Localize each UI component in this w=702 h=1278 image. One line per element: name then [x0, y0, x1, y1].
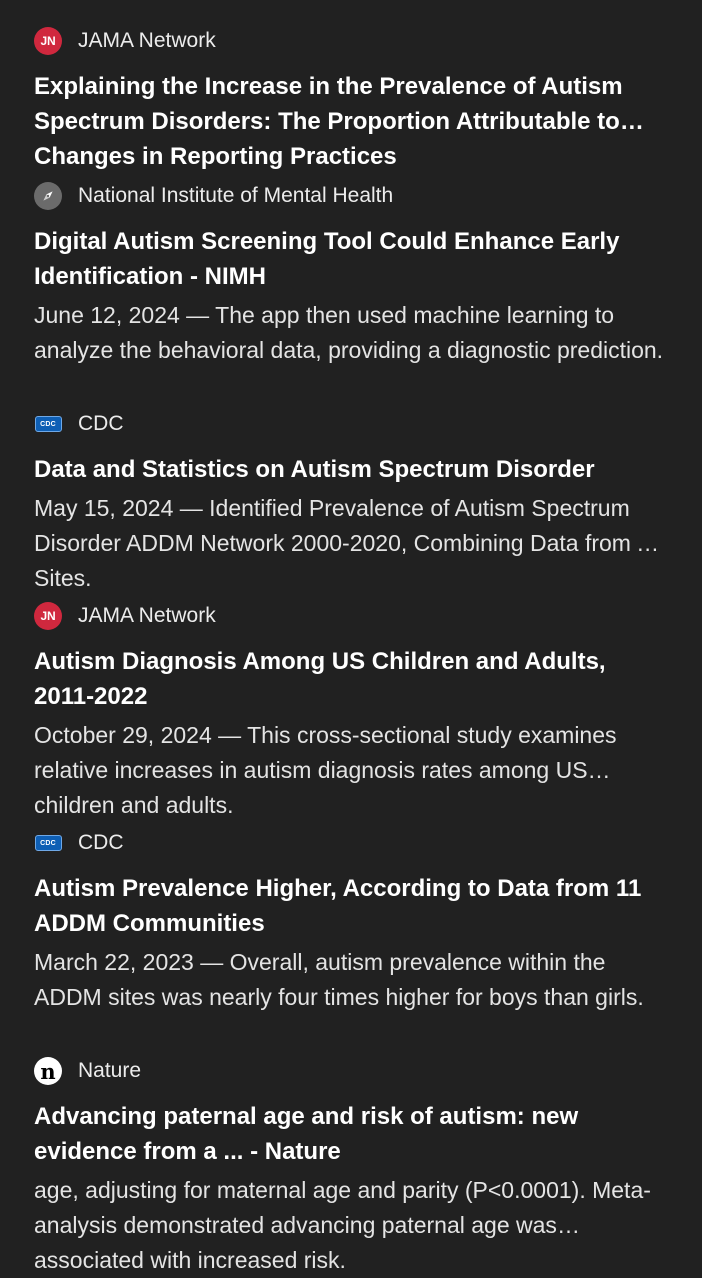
cdc-logo-icon	[34, 410, 62, 438]
cdc-logo-icon	[34, 829, 62, 857]
source-row[interactable]	[34, 181, 670, 211]
result-title-link[interactable]: Autism Prevalence Higher, According to Data from 11 ADDM Communities	[34, 875, 642, 937]
result-snippet: age, adjusting for maternal age and parity (P<0.0001). Meta-analysis demonstrated advancing paternal age was associated with increased risk.	[34, 1177, 651, 1273]
cdc-badge: CDC	[35, 416, 62, 432]
compass-icon	[34, 182, 62, 210]
source-row[interactable]	[34, 409, 670, 439]
search-result[interactable]	[34, 181, 670, 368]
source-row[interactable]	[34, 601, 670, 631]
source-row[interactable]	[34, 1056, 670, 1086]
source-name[interactable]: CDC	[78, 831, 124, 854]
source-name[interactable]: Nature	[78, 1059, 142, 1082]
result-snippet: October 29, 2024 — This cross-sectional study examines relative increases in autism diagnosis rates among US children and adults.	[34, 722, 617, 818]
source-row[interactable]	[34, 828, 670, 858]
result-snippet: May 15, 2024 — Identified Prevalence of Autism Spectrum Disorder ADDM Network 2000-2020, Combining Data from All Sites.	[34, 495, 662, 591]
source-name[interactable]: CDC	[78, 412, 124, 435]
search-result[interactable]	[34, 601, 670, 818]
source-name[interactable]: National Institute of Mental Health	[78, 184, 394, 207]
search-result[interactable]	[34, 26, 670, 170]
result-title-link[interactable]: Autism Diagnosis Among US Children and Adults, 2011-2022	[34, 648, 606, 710]
result-title-link[interactable]: Advancing paternal age and risk of autism: new evidence from a ... - Nature	[34, 1103, 579, 1165]
result-snippet: March 22, 2023 — Overall, autism prevalence within the ADDM sites was nearly four times higher for boys than girls.	[34, 949, 644, 1010]
search-result[interactable]	[34, 1056, 670, 1273]
cdc-badge: CDC	[35, 835, 62, 851]
result-title-link[interactable]: Explaining the Increase in the Prevalence of Autism Spectrum Disorders: The Proportion Attributable to Changes in Reporting Practices	[34, 73, 623, 170]
jama-network-logo-icon: JN	[34, 602, 62, 630]
result-title-link[interactable]: Data and Statistics on Autism Spectrum Disorder	[34, 456, 595, 483]
nature-logo-icon: n	[34, 1057, 62, 1085]
result-snippet: June 12, 2024 — The app then used machine learning to analyze the behavioral data, providing a diagnostic prediction.	[34, 302, 664, 363]
source-name[interactable]: JAMA Network	[78, 29, 216, 52]
jama-network-logo-icon: JN	[34, 27, 62, 55]
result-title-link[interactable]: Digital Autism Screening Tool Could Enhance Early Identification - NIMH	[34, 228, 620, 290]
search-result[interactable]	[34, 409, 670, 591]
source-row[interactable]	[34, 26, 670, 56]
search-result[interactable]	[34, 828, 670, 1015]
source-name[interactable]: JAMA Network	[78, 604, 216, 627]
